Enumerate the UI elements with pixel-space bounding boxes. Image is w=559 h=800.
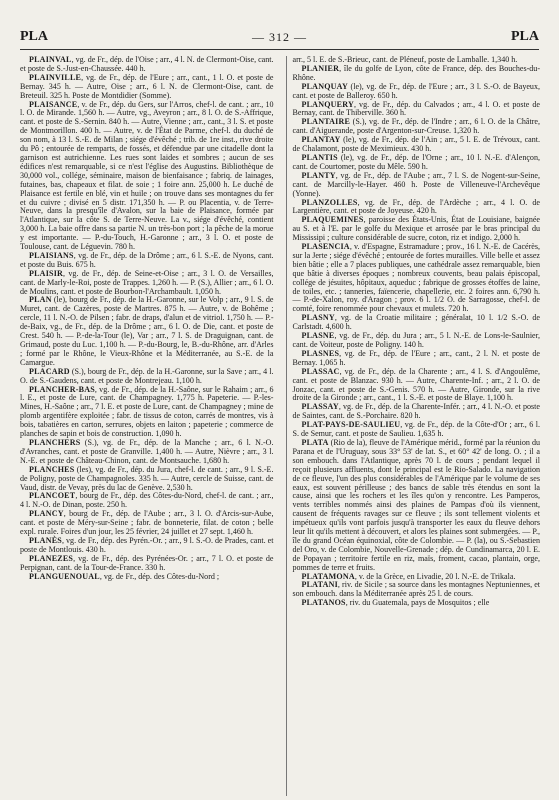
gazetteer-entry <box>293 118 541 136</box>
entry-text: , v. de Fr., dép. du Gers, sur l'Arros, chef-l. de cant. ; arr., 10 l. O. de Mirande. 1,560 h. — Autre, vg., Aveyron ; arr., 8 l. O. de S.-Affrique, cant. et poste de S.-Sernin. 840 h. — Autre, Vienne ; arr., cant., 3 l. S. et poste de Montmorillon. 400 h. — Autre, v. de l'État de Parme, chef-l. du duché de son nom, à 13 l. S.-E. de Milan ; siége d'évêché ; trib. de 1re inst., rive droite du Pô ; entourée de remparts, de fossés, et défendue par une citadelle dont la garnison est autrichienne. Les rues sont laides et sombres ; aucun de ses édifices n'est remarquable, si ce n'est l'église des Augustins. Bibliothèque de 30,000 vol., collége, séminaire, maison de bienfaisance ; fabriq. de lainages, futaines, bas, chapeaux et filat. de soie ; 1 foire ann. 25,000 h. Le duché de Plaisance est fertile en blé, vin et huile ; on trouve dans ses montagnes du fer et du cuivre ; divisé en 5 distr. 171,350 h. — P. ou Placentia, v. de Terre-Neuve, dans la presqu'île d'Avalon, sur la baie de Plaisance, formée par l'Atlantique, sur la côte S. de Terre-Neuve. La v., siége d'évêché, contient 3,000 h. La baie offre dans sa partie N. un très-bon port ; la pêche de la morue y est importante. — P.-du-Touch, H.-Garonne ; arr., 3 l. O. et poste de Toulouse, cant. de Léguevin. 780 h. <box>20 99 274 252</box>
entry-headword: PLASSAY <box>301 402 339 412</box>
gazetteer-entry <box>20 368 274 386</box>
gazetteer-entry <box>293 421 541 439</box>
entry-text: (le), bourg de Fr., dép. de la H.-Garonne, sur le Volp ; arr., 9 l. S. de Muret, cant. de Cazères, poste de Martres. 875 h. — Autre, v. de Bohême ; cercle, 11 l. N.-O. de Pilsen ; fabr. de draps, d'alun et de vitriol. 1,750 h. — P.-de-Baix, vg., de Fr., dép. de la Drôme ; arr., 6 l. O. de Die, cant. et poste de Crest. 540 h. — P.-de-la-Tour (le), Var ; arr., 7 l. S. de Draguignan, cant. de Grimaud, poste du Luc. 1,100 h. — P.-du-Bourg, le, B.-du-Rhône, arr. d'Arles ; formé par le Rhône, le Vieux-Rhône et la Méditerranée, au S.-E. de la Camargue. <box>20 295 274 367</box>
entry-headword: PLASNE <box>301 331 335 341</box>
gazetteer-entry <box>20 492 274 510</box>
entry-text: (S.), vg. de Fr., dép. de la Manche ; arr., 6 l. N.-O. d'Avranches, cant. et poste de Granville. 1,400 h. — Autre, Nièvre ; arr., 3 l. N.-E. et poste de Château-Chinon, cant. de Montsauche. 1,680 h. <box>20 437 274 465</box>
entry-text: , île du golfe de Lyon, côte de France, dép. des Bouches-du-Rhône. <box>292 63 540 82</box>
entry-text: (S.), vg. de Fr., dép. de l'Indre ; arr., 6 l. O. de la Châtre, cant. d'Aiguerande, poste d'Argenton-sur-Creuse. 1,320 h. <box>292 117 540 136</box>
entry-text: (Rio de la), fleuve de l'Amérique mérid., formé par la réunion du Parana et de l'Uruguay, sous 33° 53' de lat. S., et 60° 42' de long. O. ; il a son embouch. dans l'Atlantique, après 70 l. de cours ; pendant lequel il reçoit plusieurs affluents, dont le principal est le Rio-Salado. La navigation de ce fleuve, l'un des plus considérables de l'Amérique par le volume de ses eaux, est souvent périlleuse ; des bancs de sable très étendus en sont la cause, ainsi que les rochers et les îles qu'on y rencontre. Les Pamperos, vents terribles nommés ainsi des plaines de Pampas d'où ils viennent, causent de fréquents ravages sur ce fleuve ; ils sont tellement violents et impétueux qu'ils vont parfois jusqu'à transporter les eaux du fleuve dehors leur lit qu'ils mettent à découvert, et alors les plaines sont submergées. — P., île du grand Océan équinoxial, côte de Colombie. — P. (la), ou S.-Sebastien del Oro, v. de Colombie, Nouvelle-Grenade ; dép. de Cundinamarca, 20 l. E. de Popayan ; territoire fertile en riz, maïs, froment, cacao, plantain, orge, pommes de terre et fruits. <box>292 437 540 572</box>
entry-text: , vg. de Fr., dép. de l'Oise ; arr., 4 l. N. de Clermont-Oise, cant. et poste de S.-Just-en-Chaussée. 440 h. <box>20 56 274 73</box>
entry-headword: PLANGUENOUAL <box>29 571 100 581</box>
entry-text: , bourg de Fr., dép. de l'Aube ; arr., 3 l. O. d'Arcis-sur-Aube, cant. et poste de Méry-sur-Seine ; fabr. de bonneterie, filat. de coton ; belle expl. rurale. Foires d'un jour, les 25 février, 24 juillet et 27 sept. 1,460 h. <box>20 509 274 537</box>
entry-headword: PLASSAC <box>301 366 340 376</box>
entry-text: , riv. de Sicile ; sa source dans les montagnes Neptuniennes, et son embouch. dans la Méditerranée après 25 l. de cours. <box>292 580 540 599</box>
gazetteer-entry <box>293 199 541 217</box>
entry-headword: PLATA <box>301 437 329 447</box>
entry-text: (les), vg. de Fr., dép. du Jura, chef-l. de cant. ; arr., 9 l. S.-E. de Poligny, poste de Champagnoles. 335 h. — Autre, cercle de Suisse, cant. de Vaud, distr. de Vevay, près du lac de Genève. 2,530 h. <box>20 464 274 492</box>
entry-text: (S.), bourg de Fr., dép. de la H.-Garonne, sur la Save ; arr., 4 l. O. de S.-Gaudens, cant. et poste de Montrejeau. 1,100 h. <box>20 366 274 385</box>
gazetteer-entry <box>293 83 541 101</box>
entry-headword: PLANÈS <box>29 535 62 545</box>
gazetteer-entry <box>20 386 274 439</box>
entry-text: , vg. de Fr., dép. de la H.-Saône, sur le Rahaim ; arr., 6 l. E., et poste de Lure, cant. de Champagney. 1,775 h. Papeterie. — P.-les-Mines, H.-Saône ; arr., 7 l. E. et poste de Lure, cant. de Champagney ; mine de plomb argentifère exploitée ; fabr. de tissus de coton, carrés de montres, vis à bois, tabatières en carton, serrures, objets en laiton ; papeterie ; commerce de planches de sapin et bois de construction. 1,090 h. <box>20 384 274 439</box>
entry-headword: PLANCOET <box>29 491 76 501</box>
entry-headword: PLAISIR <box>29 268 64 278</box>
gazetteer-entry <box>293 314 541 332</box>
entry-text: , vg. de Fr., dép. de la Côte-d'Or ; arr., 6 l. S. de Semur, cant. et poste de Saulieu. 1,635 h. <box>292 420 540 439</box>
entry-text: , vg. de Fr., dép. des Côtes-du-Nord ; <box>99 571 220 581</box>
gazetteer-entry <box>293 172 541 199</box>
entry-headword: PLANCHER-BAS <box>29 384 95 394</box>
entry-headword: PLAISIANS <box>29 250 74 260</box>
gazetteer-entry <box>20 439 274 466</box>
entry-text: , vg. de la Croatie militaire ; généralat, 10 l. 1/2 S.-O. de Carlstadt. 4,600 h. <box>292 313 540 332</box>
entry-headword: PLATAMONA <box>301 571 355 581</box>
page-header <box>20 28 539 46</box>
entry-text: arr., 5 l. E. de S.-Brieuc, cant. de Pléneuf, poste de Lamballe. 1,340 h. <box>292 56 518 64</box>
entry-text: , vg. de Fr., dép. de l'Aube ; arr., 7 l. S. de Nogent-sur-Seine, cant. de Marcilly-le-Hayer. 460 h. Poste de Villeneuve-l'Archevêque (Yonne). <box>292 170 540 198</box>
entry-text: , vg. de Fr., dép. des Pyrén.-Or. ; arr., 9 l. S.-O. de Prades, cant. et poste de Montlouis. 430 h. <box>20 535 274 554</box>
gazetteer-entry <box>20 74 274 101</box>
gazetteer-entry <box>20 573 274 582</box>
gazetteer-entry <box>293 599 541 608</box>
gazetteer-entry <box>20 537 274 555</box>
entry-headword: PLANZOLLES <box>301 197 358 207</box>
entry-headword: PLASNES <box>301 348 340 358</box>
entry-headword: PLAT-PAYS-DE-SAULIEU <box>301 420 401 430</box>
entry-text: , paroisse des États-Unis, État de Louisiane, baignée au S. et à l'E. par le golfe du Mexique et arrosée par le bras principal du Mississipi ; culture considérable de sucre, coton, riz et indigo. 2,000 h. <box>292 215 540 243</box>
gazetteer-entry <box>20 510 274 537</box>
gazetteer-entry <box>20 270 274 297</box>
entry-text: (le), vg. de Fr., dép. de l'Ain ; arr., 5 l. E. de Trévoux, cant. de Chalamont, poste de Meximieux. 430 h. <box>292 135 540 154</box>
entry-headword: PLANIER <box>301 63 340 73</box>
gazetteer-entry <box>293 136 541 154</box>
gazetteer-entry <box>293 154 541 172</box>
gazetteer-entry <box>20 296 274 367</box>
entry-headword: PLANQUERY <box>301 99 354 109</box>
gazetteer-entry <box>293 439 541 573</box>
entry-headword: PLANCHERS <box>29 437 81 447</box>
entry-text: , riv. du Guatemala, pays de Mosquitos ; elle <box>345 598 490 608</box>
header-right-keyword: PLA <box>511 29 539 44</box>
entry-text: , v. d'Espagne, Estramadure ; prov., 16 l. N.-E. de Cacérès, sur la Jerte ; siége d'évêché ; entourée de fortes murailles. Ville belle et assez bien bâtie ; elle a 7 places publiques, une cathédrale assez remarquable, bien que bâtie à diverses époques ; nombreux couvents, beau palais épiscopal, collége de jésuites, hôpitaux, aqueduc ; fabrique de grosses étoffes de laine, de toiles, etc. ; tanneries, faïencerie, chapellerie, etc. 2 foires ann. 6,790 h. — P.-de-Xalon, roy. d'Aragon ; prov. 6 l. 1/2 O. de Sarragosse, chef-l. de comté, foire renommée pour chevaux et mulets. 720 h. <box>292 242 540 314</box>
entry-text: (le), vg. de Fr., dép. de l'Eure ; arr., 3 l. S.-O. de Bayeux, cant. et poste de Balleroy. 650 h. <box>292 81 540 100</box>
entry-headword: PLASENCIA <box>301 242 350 252</box>
entry-headword: PLAQUEMINES <box>301 215 364 225</box>
gazetteer-entry <box>293 581 541 599</box>
entry-headword: PLACARD <box>29 366 70 376</box>
gazetteer-entry <box>293 101 541 119</box>
entry-text: , v. de la Grèce, en Livadie, 20 l. N.-E. de Trikala. <box>354 571 516 581</box>
gazetteer-entry <box>20 101 274 252</box>
gazetteer-entry <box>20 555 274 573</box>
entry-headword: PLAINVAL <box>29 56 72 64</box>
entry-headword: PLATANOS <box>301 598 346 608</box>
text-columns <box>20 56 540 796</box>
entry-headword: PLAINVILLE <box>29 72 82 82</box>
entry-text: , vg. de Fr., dép. des Pyrénées-Or. ; arr., 7 l. O. et poste de Perpignan, cant. de la Tour-de-France. 330 h. <box>20 553 274 572</box>
entry-headword: PLAISANCE <box>29 99 78 109</box>
entry-text: (le), vg. de Fr., dép. de l'Orne ; arr., 10 l. N.-E. d'Alençon, cant. de Courtomer, poste du Mêle. 590 h. <box>292 152 540 171</box>
entry-headword: PLANQUAY <box>301 81 348 91</box>
entry-headword: PLANCHES <box>29 464 75 474</box>
gazetteer-entry <box>293 403 541 421</box>
entry-headword: PLANEZES <box>29 553 74 563</box>
entry-headword: PLASNY <box>301 313 335 323</box>
entry-text: , vg. de Fr., dép. de Seine-et-Oise ; arr., 3 l. O. de Versailles, cant. de Marly-le-Roi, poste de Trappes. 1,260 h. — P. (S.), Allier ; arr., 6 l. O. de Moulins, cant. et poste de Bourbon-l'Archambault. 1,050 h. <box>20 268 274 296</box>
gazetteer-entry <box>293 243 541 314</box>
entry-text: , vg. de Fr., dép. de la Drôme ; arr., 6 l. S.-E. de Nyons, cant. et poste du Buis. 675 h. <box>20 250 274 269</box>
entry-headword: PLATANI <box>301 580 338 590</box>
gazetteer-entry <box>20 252 274 270</box>
gazetteer-entry <box>20 466 274 493</box>
gazetteer-entry <box>20 56 274 74</box>
left-column <box>20 56 274 796</box>
header-left-keyword: PLA <box>20 29 48 44</box>
entry-text: , bourg de Fr., dép. des Côtes-du-Nord, chef-l. de cant. ; arr., 4 l. N.-O. de Dinan, poste. 250 h. <box>20 491 274 510</box>
gazetteer-entry <box>293 368 541 404</box>
page-number: — 312 — <box>252 29 307 44</box>
entry-text: , vg. de Fr., dép. de l'Eure ; arr., cant., 1 l. O. et poste de Bernay. 345 h. — Autre, Oise ; arr., 6 l. N. de Clermont-Oise, cant. de Breteuil. 325 h. Poste de Montdidier (Somme). <box>20 72 274 100</box>
entry-text: , vg. de Fr., dép. de la Charente ; arr., 4 l. S. d'Angoulême, cant. et poste de Blanzac. 930 h. — Autre, Charente-Inf. ; arr., 2 l. O. de Jonzac, cant. et poste de S.-Genis. 570 h. — Autre, Gironde, sur la rive droite de la Gironde ; arr., cant., 1 l. S.-E. et poste de Blaye. 1,100 h. <box>292 366 540 403</box>
entry-text: , vg. de Fr., dép. de l'Eure ; arr., cant., 2 l. N. et poste de Bernay. 1,065 h. <box>292 348 540 367</box>
entry-text: , vg. de Fr., dép. du Calvados ; arr., 4 l. O. et poste de Bernay, cant. de Thiberville. 360 h. <box>292 99 540 118</box>
gazetteer-entry <box>293 216 541 243</box>
entry-text: , vg. de Fr., dép. de la Charente-Infér. ; arr., 4 l. N.-O. et poste de Saintes, cant. de S.-Porchaire. 820 h. <box>292 402 540 421</box>
entry-text: , vg. de Fr., dép. du Jura ; arr., 5 l. N.-E. de Lons-le-Saulnier, cant. de Voiteur, poste de Poligny. 140 h. <box>292 331 540 349</box>
gazetteer-entry <box>293 332 541 350</box>
header-rule <box>20 49 539 50</box>
entry-headword: PLAN <box>29 295 52 305</box>
entry-text: , vg. de Fr., dép. de l'Ardèche ; arr., 4 l. O. de Largentière, cant. et poste de Joyeuse. 420 h. <box>292 197 540 216</box>
gazetteer-entry <box>293 350 541 368</box>
entry-headword: PLANCY <box>29 509 64 519</box>
right-column <box>286 56 541 796</box>
gazetteer-entry <box>293 65 541 83</box>
entry-headword: PLANTAY <box>301 135 341 145</box>
entry-headword: PLANTIS <box>301 152 338 162</box>
entry-headword: PLANTY <box>301 170 336 180</box>
entry-headword: PLANTAIRE <box>301 117 351 127</box>
